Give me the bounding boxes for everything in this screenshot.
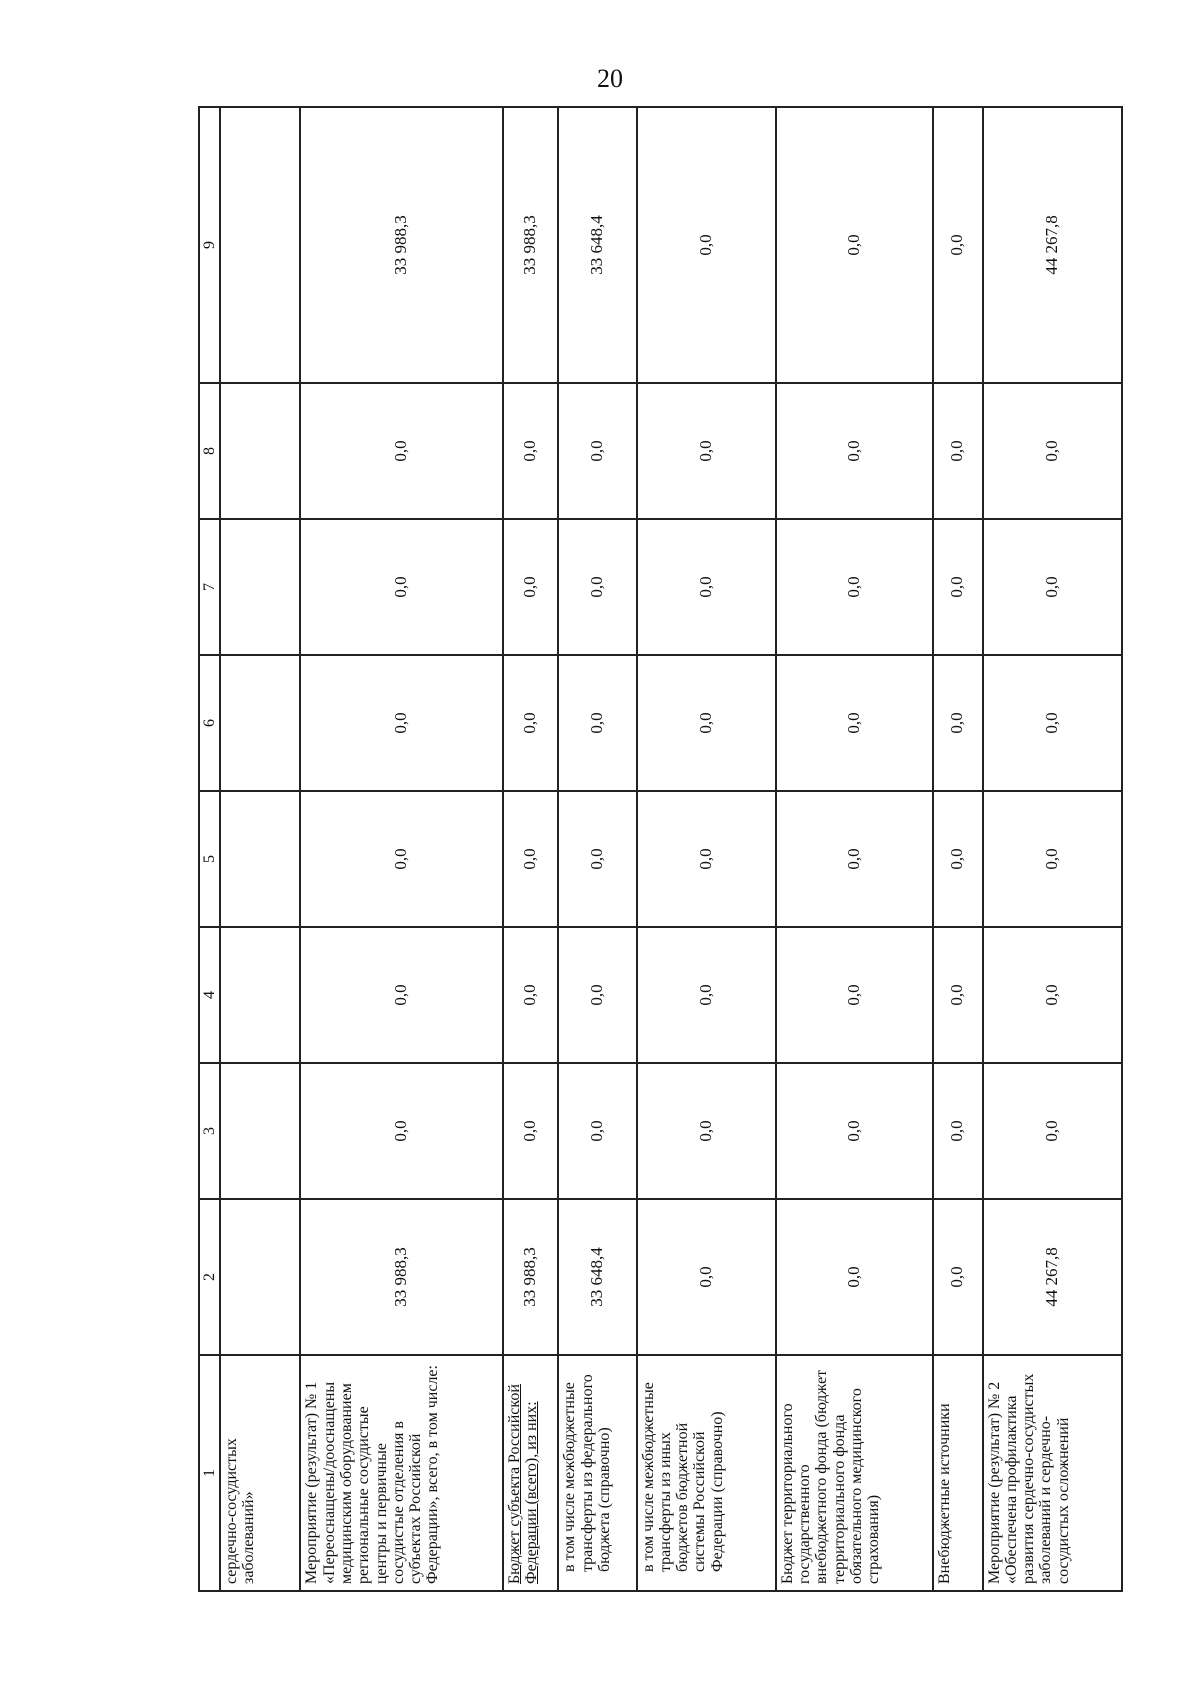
table-row — [220, 107, 301, 1591]
value-cell: 0,0 — [503, 1063, 558, 1199]
value-cell — [220, 927, 301, 1063]
value-cell — [220, 383, 301, 519]
value-cell: 0,0 — [300, 927, 502, 1063]
value-cell: 0,0 — [300, 519, 502, 655]
value-cell: 0,0 — [933, 927, 983, 1063]
table-row — [776, 107, 933, 1591]
value-cell: 0,0 — [558, 927, 636, 1063]
row-description: Мероприятие (результат) № 2 «Обеспечена профилактика развития сердечно-сосудистых заболеваний и сердечно-сосудистых осложнений — [983, 1355, 1122, 1591]
value-cell: 0,0 — [776, 107, 933, 383]
column-header: 2 — [199, 1199, 220, 1355]
value-cell: 33 988,3 — [503, 1199, 558, 1355]
value-cell: 0,0 — [776, 791, 933, 927]
table-row — [300, 107, 502, 1591]
value-cell: 0,0 — [637, 1063, 776, 1199]
value-cell: 33 988,3 — [300, 1199, 502, 1355]
value-cell: 33 648,4 — [558, 1199, 636, 1355]
value-cell: 0,0 — [637, 107, 776, 383]
table-row — [933, 107, 983, 1591]
column-header: 7 — [199, 519, 220, 655]
row-description: Бюджет территориального государственного внебюджетного фонда (бюджет территориального фонда обязательного медицинского страхования) — [776, 1355, 933, 1591]
value-cell: 0,0 — [983, 383, 1122, 519]
financing-table-rotated — [198, 108, 1123, 1592]
financing-table — [198, 106, 1123, 1592]
value-cell: 44 267,8 — [983, 107, 1122, 383]
column-header: 1 — [199, 1355, 220, 1591]
value-cell: 0,0 — [637, 791, 776, 927]
value-cell: 0,0 — [933, 1063, 983, 1199]
row-description: Бюджет субъекта Российской Федерации (всего), из них: — [503, 1355, 558, 1591]
value-cell: 0,0 — [300, 383, 502, 519]
value-cell — [220, 1063, 301, 1199]
column-header: 9 — [199, 107, 220, 383]
value-cell: 0,0 — [503, 383, 558, 519]
value-cell: 0,0 — [983, 791, 1122, 927]
value-cell — [220, 519, 301, 655]
value-cell: 0,0 — [933, 519, 983, 655]
value-cell: 0,0 — [776, 1063, 933, 1199]
header-row — [199, 107, 220, 1591]
page-number: 20 — [597, 64, 623, 93]
value-cell: 0,0 — [558, 791, 636, 927]
value-cell: 0,0 — [776, 655, 933, 791]
row-description: Мероприятие (результат) № 1 «Переоснащены/дооснащены медицинским оборудованием региональные сосудистые центры и первичные сосудистые отделения в субъектах Российской Федерации», всего, в том числе: — [300, 1355, 502, 1591]
value-cell: 0,0 — [637, 383, 776, 519]
value-cell: 0,0 — [983, 927, 1122, 1063]
value-cell — [220, 1199, 301, 1355]
value-cell: 0,0 — [300, 791, 502, 927]
value-cell: 0,0 — [983, 1063, 1122, 1199]
value-cell: 0,0 — [558, 1063, 636, 1199]
column-header: 3 — [199, 1063, 220, 1199]
value-cell: 33 988,3 — [300, 107, 502, 383]
row-description: сердечно-сосудистых заболеваний» — [220, 1355, 301, 1591]
table-row — [558, 107, 636, 1591]
value-cell: 0,0 — [933, 107, 983, 383]
value-cell: 0,0 — [637, 927, 776, 1063]
column-header: 8 — [199, 383, 220, 519]
value-cell: 0,0 — [983, 655, 1122, 791]
value-cell: 0,0 — [776, 519, 933, 655]
value-cell: 0,0 — [558, 383, 636, 519]
value-cell: 0,0 — [933, 655, 983, 791]
table-row — [983, 107, 1122, 1591]
table-row — [503, 107, 558, 1591]
value-cell: 0,0 — [637, 519, 776, 655]
value-cell: 0,0 — [933, 1199, 983, 1355]
value-cell: 0,0 — [503, 655, 558, 791]
column-header: 6 — [199, 655, 220, 791]
value-cell: 0,0 — [637, 655, 776, 791]
value-cell: 0,0 — [558, 655, 636, 791]
value-cell: 44 267,8 — [983, 1199, 1122, 1355]
column-header: 5 — [199, 791, 220, 927]
value-cell: 33 988,3 — [503, 107, 558, 383]
value-cell: 0,0 — [933, 791, 983, 927]
table-row — [637, 107, 776, 1591]
row-description: в том числе межбюджетные трансферты из федерального бюджета (справочно) — [558, 1355, 636, 1591]
value-cell: 0,0 — [503, 927, 558, 1063]
value-cell: 0,0 — [776, 1199, 933, 1355]
value-cell: 0,0 — [983, 519, 1122, 655]
value-cell: 33 648,4 — [558, 107, 636, 383]
value-cell: 0,0 — [300, 1063, 502, 1199]
value-cell: 0,0 — [503, 791, 558, 927]
value-cell: 0,0 — [776, 927, 933, 1063]
value-cell: 0,0 — [300, 655, 502, 791]
value-cell: 0,0 — [558, 519, 636, 655]
row-description: Внебюджетные источники — [933, 1355, 983, 1591]
value-cell — [220, 655, 301, 791]
row-description: в том числе межбюджетные трансферты из иных бюджетов бюджетной системы Российской Федерации (справочно) — [637, 1355, 776, 1591]
value-cell: 0,0 — [776, 383, 933, 519]
value-cell: 0,0 — [637, 1199, 776, 1355]
column-header: 4 — [199, 927, 220, 1063]
value-cell: 0,0 — [503, 519, 558, 655]
value-cell: 0,0 — [933, 383, 983, 519]
value-cell — [220, 791, 301, 927]
value-cell — [220, 107, 301, 383]
